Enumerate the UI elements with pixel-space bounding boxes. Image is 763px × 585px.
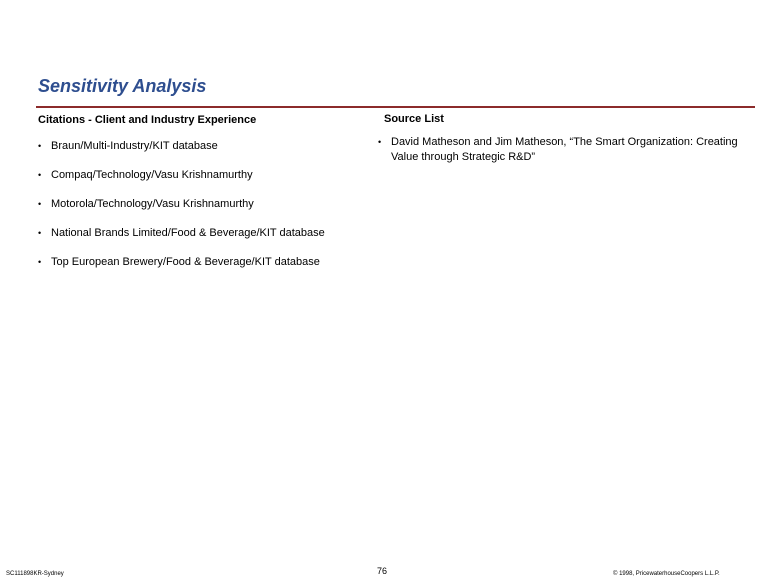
source-item	[378, 135, 748, 165]
citation-text: National Brands Limited/Food & Beverage/KIT database	[51, 227, 325, 239]
citation-text: Compaq/Technology/Vasu Krishnamurthy	[51, 169, 253, 181]
source-list	[378, 135, 748, 165]
source-list-heading: Source List	[384, 113, 444, 125]
source-text: David Matheson and Jim Matheson, “The Smart Organization: Creating Value through Strategic R&D”	[391, 136, 738, 163]
citations-list	[38, 139, 368, 284]
footer-copyright: © 1998, PricewaterhouseCoopers L.L.P.	[613, 571, 720, 577]
bullet-icon: •	[38, 141, 42, 151]
bullet-icon: •	[38, 199, 42, 209]
citation-text: Braun/Multi-Industry/KIT database	[51, 140, 218, 152]
citation-item	[38, 197, 368, 226]
citation-text: Top European Brewery/Food & Beverage/KIT database	[51, 256, 320, 268]
citations-heading: Citations - Client and Industry Experience	[38, 114, 257, 126]
citation-item	[38, 255, 368, 284]
citation-item	[38, 168, 368, 197]
bullet-icon: •	[38, 228, 42, 238]
citation-item	[38, 139, 368, 168]
bullet-icon: •	[378, 137, 382, 147]
slide-title: Sensitivity Analysis	[38, 76, 207, 96]
footer-document-code: SC111898KR-Sydney	[6, 571, 64, 577]
page-number: 76	[377, 566, 388, 576]
citation-item	[38, 226, 368, 255]
title-divider	[36, 106, 755, 108]
citation-text: Motorola/Technology/Vasu Krishnamurthy	[51, 198, 254, 210]
bullet-icon: •	[38, 170, 42, 180]
bullet-icon: •	[38, 257, 42, 267]
